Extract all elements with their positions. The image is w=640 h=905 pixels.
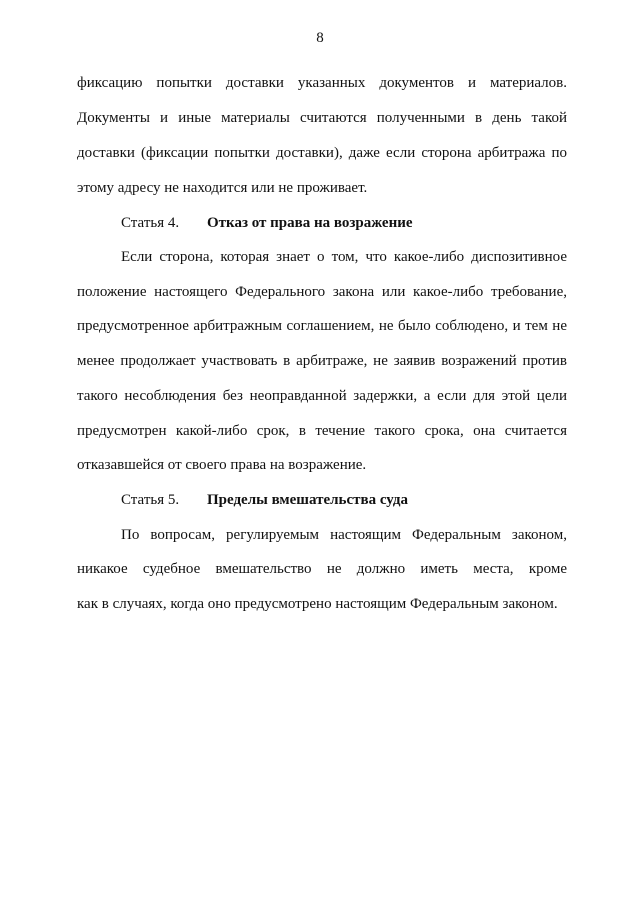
article-number: Статья 4. [121, 215, 180, 231]
article-4-line: предусмотрен какой-либо срок, в течение такого срока, она считается [77, 423, 567, 439]
paragraph-line: фиксацию попытки доставки указанных документов и материалов. [77, 75, 567, 91]
article-4-line: менее продолжает участвовать в арбитраже, не заявив возражений против [77, 353, 567, 369]
article-4-line: отказавшейся от своего права на возражение. [77, 457, 367, 473]
article-4-line: такого несоблюдения без неоправданной задержки, а если для этой цели [77, 388, 567, 404]
article-number: Статья 5. [121, 492, 180, 508]
paragraph-line: этому адресу не находится или не проживает. [77, 180, 368, 196]
page-number: 8 [316, 30, 324, 46]
article-5-line: как в случаях, когда оно предусмотрено настоящим Федеральным законом. [77, 596, 558, 612]
article-4-heading [121, 213, 413, 233]
paragraph-line: Документы и иные материалы считаются полученными в день такой [77, 110, 567, 126]
article-4-line: положение настоящего Федерального закона или какое-либо требование, [77, 284, 567, 300]
article-title: Отказ от права на возражение [207, 215, 413, 231]
article-title: Пределы вмешательства суда [207, 492, 408, 508]
paragraph-line: доставки (фиксации попытки доставки), даже если сторона арбитража по [77, 145, 567, 161]
article-4-line: Если сторона, которая знает о том, что какое-либо диспозитивное [121, 249, 567, 265]
article-5-line: По вопросам, регулируемым настоящим Федеральным законом, [121, 527, 567, 543]
article-4-line: предусмотренное арбитражным соглашением, не было соблюдено, и тем не [77, 318, 567, 334]
article-5-line: никакое судебное вмешательство не должно иметь места, кроме [77, 561, 567, 577]
article-5-heading [121, 490, 408, 510]
